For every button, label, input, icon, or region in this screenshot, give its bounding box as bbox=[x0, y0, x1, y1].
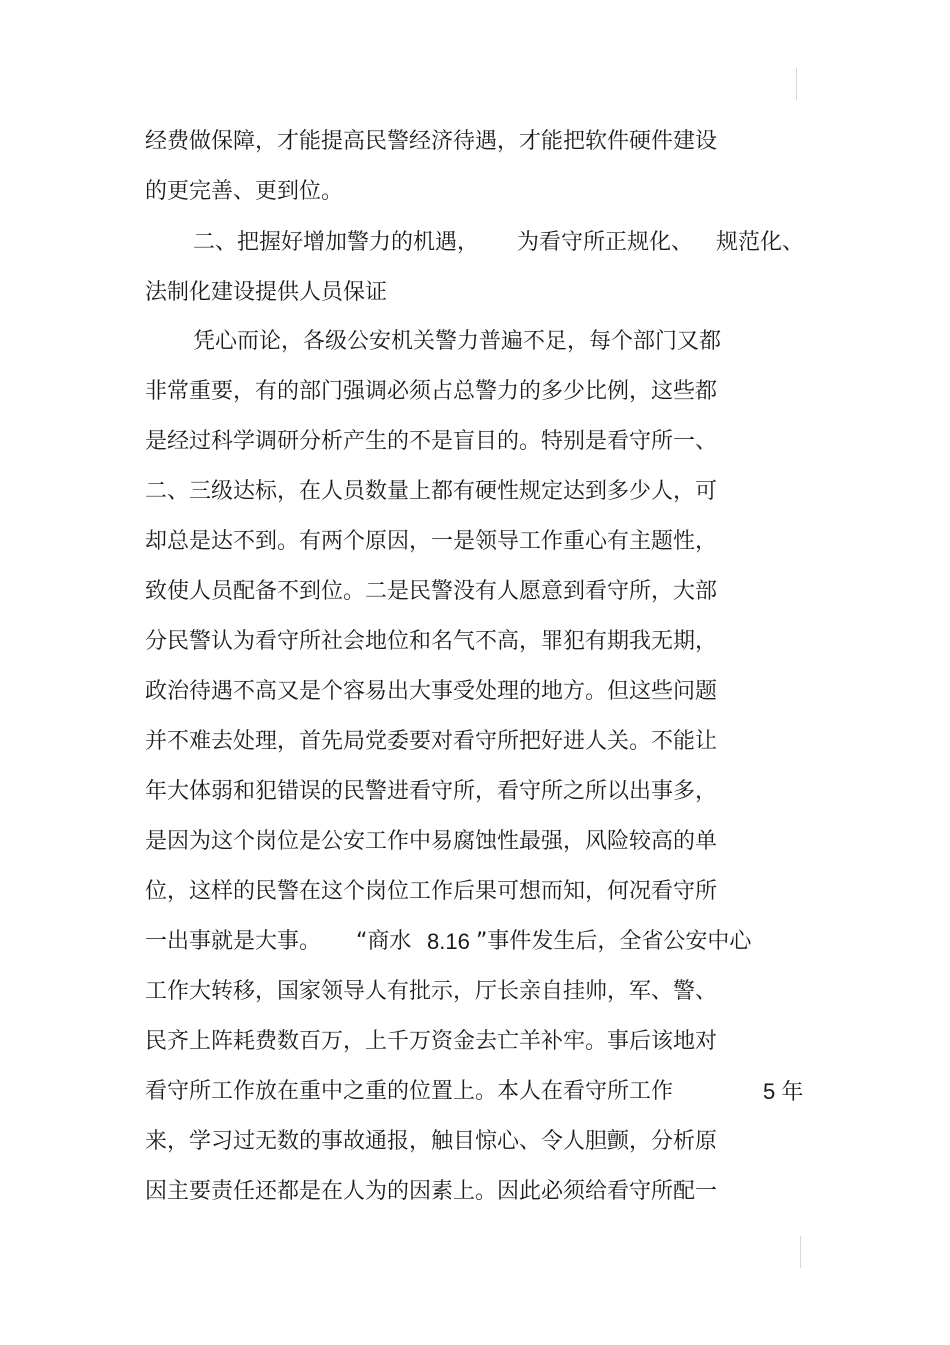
text-line-1: 经费做保障，才能提高民警经济待遇，才能把软件硬件建设 bbox=[145, 129, 718, 154]
text-line-11: 分民警认为看守所社会地位和名气不高，罪犯有期我无期， bbox=[145, 629, 718, 654]
section-heading-line-2: 法制化建设提供人员保证 bbox=[145, 280, 388, 305]
text-line-14: 年大体弱和犯错误的民警进看守所，看守所之所以出事多， bbox=[145, 779, 718, 804]
text-line-8: 二、三级达标，在人员数量上都有硬性规定达到多少人，可 bbox=[145, 479, 718, 504]
text-line-18: 工作大转移，国家领导人有批示，厅长亲自挂帅，军、警、 bbox=[145, 979, 718, 1004]
page-edge-mark-top bbox=[796, 68, 797, 100]
text-line-6: 非常重要，有的部门强调必须占总警力的多少比例，这些都 bbox=[145, 379, 718, 404]
text-line-19: 民齐上阵耗费数百万，上千万资金去亡羊补牢。事后该地对 bbox=[145, 1029, 718, 1054]
text-line-20-part-1: 看守所工作放在重中之重的位置上。本人在看守所工作 bbox=[145, 1079, 674, 1104]
text-line-15: 是因为这个岗位是公安工作中易腐蚀性最强，风险较高的单 bbox=[145, 829, 718, 854]
text-line-10: 致使人员配备不到位。二是民警没有人愿意到看守所，大部 bbox=[145, 579, 718, 604]
text-line-2: 的更完善、更到位。 bbox=[145, 179, 344, 204]
page-edge-mark-bottom bbox=[800, 1236, 801, 1268]
text-line-9: 却总是达不到。有两个原因，一是领导工作重心有主题性， bbox=[145, 529, 718, 554]
text-line-17-part-3: 8.16 bbox=[427, 929, 470, 954]
text-line-17-part-2: “商水 bbox=[356, 929, 412, 954]
section-heading-part-3: 规范化、 bbox=[716, 230, 805, 255]
text-line-5: 凭心而论，各级公安机关警力普遍不足，每个部门又都 bbox=[193, 329, 722, 354]
section-heading-part-1: 二、把握好增加警力的机遇， bbox=[193, 230, 480, 255]
text-line-22: 因主要责任还都是在人为的因素上。因此必须给看守所配一 bbox=[145, 1179, 718, 1204]
section-heading-part-2: 为看守所正规化、 bbox=[517, 230, 694, 255]
text-line-17-part-4: ”事件发生后，全省公安中心 bbox=[476, 929, 752, 954]
text-line-12: 政治待遇不高又是个容易出大事受处理的地方。但这些问题 bbox=[145, 679, 718, 704]
text-line-16: 位，这样的民警在这个岗位工作后果可想而知，何况看守所 bbox=[145, 879, 718, 904]
text-line-17-part-1: 一出事就是大事。 bbox=[145, 929, 322, 954]
text-line-13: 并不难去处理，首先局党委要对看守所把好进人关。不能让 bbox=[145, 729, 718, 754]
text-line-20-part-2: 5 年 bbox=[763, 1079, 804, 1104]
text-line-21: 来，学习过无数的事故通报，触目惊心、令人胆颤，分析原 bbox=[145, 1129, 718, 1154]
text-line-7: 是经过科学调研分析产生的不是盲目的。特别是看守所一、 bbox=[145, 429, 718, 454]
